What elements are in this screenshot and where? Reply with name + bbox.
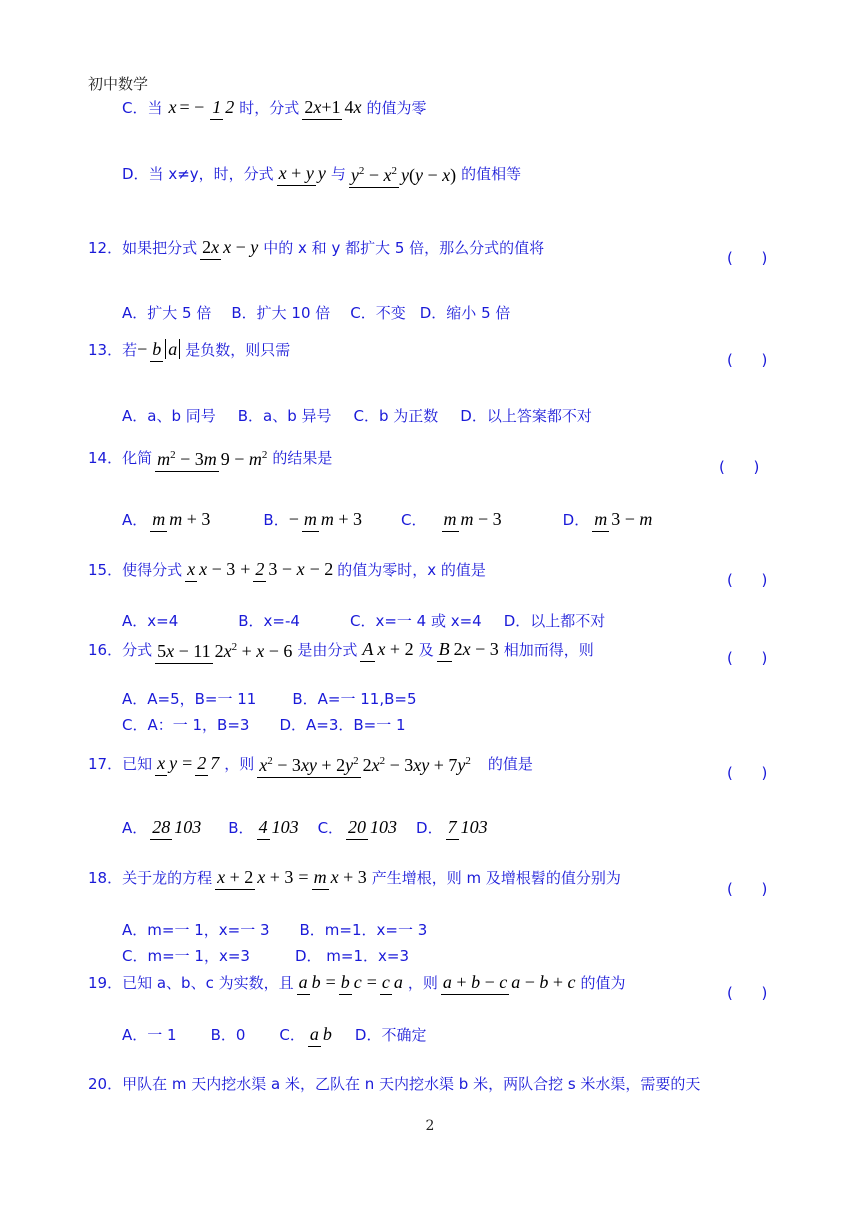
fraction-b-over-abs-a: b a [150, 338, 182, 360]
q17-options: A． 28 103 B． 4 103 C． 20 103 D． 7 103 [122, 816, 493, 838]
q11-option-c: C．当 x = − 1 2 时，分式 2x+1 4x 的值为零 [122, 96, 426, 118]
page-header: 初中数学 [88, 75, 149, 93]
option-d-value: 7 103 [446, 816, 490, 838]
fraction-2-over-7: 2 7 [195, 752, 221, 774]
answer-paren-19: ( ) [727, 984, 768, 1002]
fraction-c-over-a: c a [380, 971, 405, 993]
option-d-fraction: m 3 − m [592, 508, 654, 530]
q15-options: A．x=4 B．x=-4 C．x=一 4 或 x=4 D．以上都不对 [122, 612, 606, 630]
fraction-x-over-x-minus-3: x x − 3 [185, 558, 237, 580]
fraction-a-plus-b-minus-c: a + b − c a − b + c [441, 971, 578, 993]
q11-option-d: D．当 x≠y，时，分式 x + y y 与 $y^2 - x^2$ y(y − x) 的值相等 [122, 160, 521, 186]
q13-options: A．a、b 同号 B．a、b 异号 C．b 为正数 D．以上答案都不对 [122, 407, 592, 425]
question-12: 12． 如果把分式 2x x − y 中的 x 和 y 都扩大 5 倍，那么分式的值将 [88, 236, 544, 258]
q19-options: A．一 1 B．0 C． a b D．不确定 [122, 1023, 426, 1045]
answer-paren-12: ( ) [727, 249, 768, 267]
fraction-b-over-c: b c [339, 971, 364, 993]
q18-options-row2: C．m=一 1，x=3 D． m=1．x=3 [122, 947, 409, 965]
question-13: 13． 若 − b a 是负数，则只需 [88, 338, 290, 360]
question-20: 20． 甲队在 m 天内挖水渠 a 米，乙队在 n 天内挖水渠 b 米，两队合挖 s 米水渠，需要的天 [88, 1075, 701, 1093]
fraction-m-over-x-plus-3: m x + 3 [312, 866, 369, 888]
math-x: x [168, 96, 177, 117]
option-b-value: 4 103 [257, 816, 301, 838]
fraction-a-over-b: a b [297, 971, 323, 993]
option-a-fraction: m m + 3 [150, 508, 212, 530]
question-18: 18． 关于龙的方程 x + 2 x + 3 = m x + 3 产生增根，则 m 及增根髫的值分别为 [88, 866, 621, 888]
q16-options-row2: C．A：一 1，B=3 D．A=3．B=一 1 [122, 716, 406, 734]
q14-options: A． m m + 3 B． − m m + 3 C． m m − 3 D． m 3 − m [122, 508, 657, 530]
fraction-m2-minus-3m-over-9-minus-m2: $m^2 - 3m$ $9 - m^2$ [155, 444, 269, 470]
question-15: 15． 使得分式 x x − 3 + 2 3 − x − 2 的值为零时，x 的值是 [88, 558, 486, 580]
fraction-2-over-3-minus-x: 2 3 − x [253, 558, 306, 580]
option-b-fraction: m m + 3 [302, 508, 364, 530]
answer-paren-14: ( ) [719, 458, 760, 476]
answer-paren-15: ( ) [727, 571, 768, 589]
option-c-fraction: m m − 3 [442, 508, 504, 530]
option-c-fraction-a-over-b: a b [308, 1023, 334, 1045]
fraction-b-over-2x-minus-3: B 2x − 3 [437, 638, 501, 660]
fraction-a-over-x-plus-2: A x + 2 [360, 638, 415, 660]
answer-paren-17: ( ) [727, 764, 768, 782]
fraction-5x-minus-11: 5x − 11 $2x^2 + x - 6$ [155, 636, 294, 662]
question-14: 14． 化简 $m^2 - 3m$ $9 - m^2$ 的结果是 [88, 444, 332, 470]
option-a-value: 28 103 [150, 816, 203, 838]
answer-paren-13: ( ) [727, 351, 768, 369]
answer-paren-16: ( ) [727, 649, 768, 667]
question-16: 16． 分式 5x − 11 $2x^2 + x - 6$ 是由分式 A x + 2 及 B 2x − 3 相加而得，则 [88, 636, 594, 662]
fraction-quadratic-ratio: $x^2 - 3xy + 2y^2$ $2x^2 - 3xy + 7y^2$ [257, 750, 473, 776]
question-17: 17． 已知 x y = 2 7 ，则 $x^2 - 3xy + 2y^2$ $2x^2 - 3xy + 7y^2$ 的值是 [88, 750, 533, 776]
fraction-2x-plus-1-over-4x: 2x+1 4x [302, 96, 363, 118]
fraction-x-over-y: x y [155, 752, 179, 774]
fraction-y2-minus-x2: $y^2 - x^2$ y(y − x) [349, 160, 458, 186]
q16-options-row1: A．A=5，B=一 11 B．A=一 11,B=5 [122, 690, 417, 708]
question-19: 19． 已知 a、b、c 为实数，且 a b = b c = c a ，则 a + b − c a − b + c 的值为 [88, 971, 626, 993]
fraction-2x-over-x-minus-y: 2x x − y [200, 236, 260, 258]
page-number: 2 [425, 1118, 435, 1134]
fraction-x-plus-y-over-y: x + y y [277, 162, 328, 184]
q12-options: A．扩大 5 倍 B．扩大 10 倍 C．不变 D．缩小 5 倍 [122, 304, 511, 322]
option-c-value: 20 103 [346, 816, 399, 838]
q18-options-row1: A．m=一 1，x=一 3 B．m=1．x=一 3 [122, 921, 428, 939]
fraction-x-plus-2-over-x-plus-3: x + 2 x + 3 [215, 866, 295, 888]
answer-paren-18: ( ) [727, 880, 768, 898]
fraction-half: 1 2 [210, 96, 236, 118]
